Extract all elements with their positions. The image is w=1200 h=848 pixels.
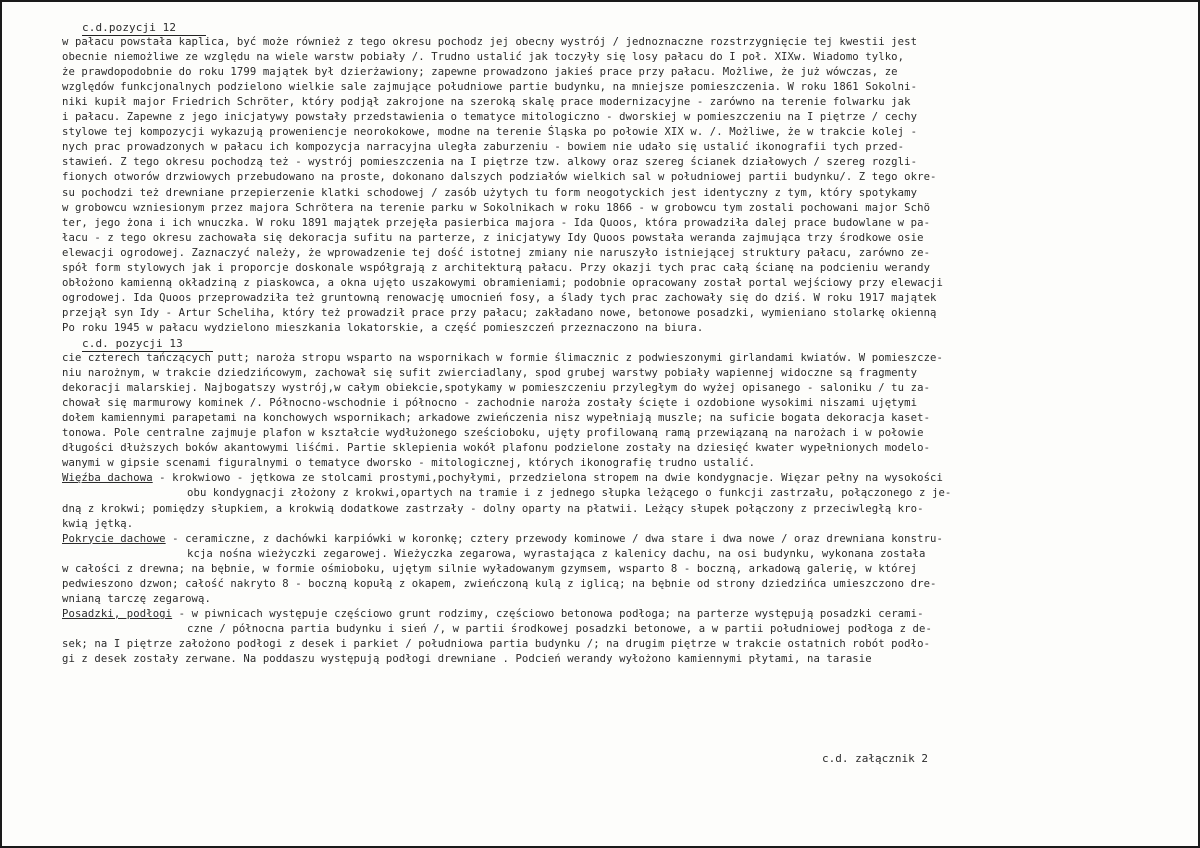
text-line: względów funkcjonalnych podzielono wielkie sale zajmujące południowe partie budynku, na mniejsze pomieszczenia. W roku 1861 Sokolni- bbox=[62, 81, 918, 94]
text-line: niki kupił major Friedrich Schröter, który podjął zakrojone na szeroką skalę prace modernizacyjne - zarówno na terenie folwarku jak bbox=[62, 96, 911, 109]
line-text: kcja nośna wieżyczki zegarowej. Wieżyczka zegarowa, wyrastająca z kalenicy dachu, na osi budynku, wykonana została bbox=[187, 547, 926, 560]
paragraph-interior bbox=[42, 351, 1162, 471]
paragraph-history bbox=[42, 35, 1162, 336]
text-line bbox=[42, 637, 1162, 652]
line-text: w całości z drewna; na bębnie, w formie ośmioboku, ujętym silnie wyładowanym gzymsem, wsparto 8 - boczną, arkadową galerię, w której bbox=[62, 562, 918, 575]
section-heading-13 bbox=[42, 336, 1162, 351]
text-line: długości dłuższych boków akantowymi liśćmi. Partie sklepienia wokół plafonu podzielone zostały na dziesięć kwater wypełnionych modelo- bbox=[62, 442, 931, 455]
text-line: obecnie niemożliwe ze względu na wiele warstw pobiały /. Trudno ustalić jak toczyły się losy pałacu do I poł. XIXw. Wiadomo tylko, bbox=[62, 51, 905, 64]
text-line: niu narożnym, w trakcie dziedzińcowym, zachował się sufit zwierciadlany, spod grubej warstwy pobiały wapiennej widoczne są fragmenty bbox=[62, 367, 918, 380]
section-label: Posadzki, podłogi bbox=[62, 607, 173, 620]
text-line: spół form stylowych jak i proporcje doskonale współgrają z architekturą pałacu. Przy okazji tych prac całą ścianę na podcieniu werandy bbox=[62, 261, 931, 274]
section-label: Więźba dachowa bbox=[62, 472, 153, 485]
text-line: su pochodzi też drewniane przepierzenie klatki schodowej / zasób użytych tu form neogotyckich jest identyczny z tym, który spotykamy bbox=[62, 186, 918, 199]
text-line bbox=[42, 592, 1162, 607]
line-text: gi z desek zostały zerwane. Na poddaszu występują podłogi drewniane . Podcień werandy wyłożono kamiennymi płytami, na tarasie bbox=[62, 652, 872, 665]
text-line: nych prac prowadzonych w pałacu ich kompozycja narracyjna uległa zaburzeniu - bowiem nie udało się ustalić ikonografii tych przed- bbox=[62, 141, 905, 154]
line-text: wnianą tarczę zegarową. bbox=[62, 592, 211, 605]
paragraph-roof-truss bbox=[42, 471, 1162, 531]
line-text: dną z krokwi; pomiędzy słupkiem, a krokwią dodatkowe zastrzały - dolny oparty na płatwii. Leżący słupek połączony z przeciwległą kro- bbox=[62, 502, 924, 515]
text-line: tonowa. Pole centralne zajmuje plafon w kształcie wydłużonego sześcioboku, ujęty profilowaną ramą przewiązaną na narożach i w połowie bbox=[62, 427, 924, 440]
text-line: elewacji ogrodowej. Zaznaczyć należy, że wprowadzenie tej dość istotnej zmiany nie naruszyło istniejącej struktury pałacu, zarówno ze- bbox=[62, 246, 931, 259]
text-line bbox=[42, 547, 1162, 562]
text-line bbox=[42, 517, 1162, 532]
line-text: pedwieszono dzwon; całość nakryto 8 - boczną kopułą z okapem, zwieńczoną kulą z iglicą; na bębnie od strony dziedzińca umieszczono dre- bbox=[62, 577, 937, 590]
text-line bbox=[42, 622, 1162, 637]
line-text: - w piwnicach występuje częściowo grunt rodzimy, częściowo betonowa podłoga; na parterze występują posadzki cerami- bbox=[172, 607, 924, 620]
text-line bbox=[42, 471, 1162, 486]
text-line: chował się marmurowy kominek /. Północno-wschodnie i północno - zachodnie naroża zostały ścięte i ozdobione wysokimi niszami ujętymi bbox=[62, 397, 918, 410]
document-body bbox=[42, 20, 1162, 667]
text-line: w pałacu powstała kaplica, być może również z tego okresu pochodz jej obecny wystrój / jednoznaczne rozstrzygnięcie tej kwestii jest bbox=[62, 36, 918, 49]
text-line bbox=[42, 532, 1162, 547]
heading-text: c.d.pozycji 12 bbox=[82, 20, 206, 36]
text-line: stylowe tej kompozycji wykazują proweniencje neorokokowe, modne na terenie Śląska po połowie XIX w. /. Możliwe, że w trakcie kolej - bbox=[62, 126, 918, 139]
line-text: kwią jętką. bbox=[62, 517, 134, 530]
line-text: sek; na I piętrze założono podłogi z desek i parkiet / południowa partia budynku /; na drugim piętrze w trakcie ostatnich robót podło- bbox=[62, 637, 931, 650]
text-line: i pałacu. Zapewne z jego inicjatywy powstały przedstawienia o tematyce mitologiczno - dworskiej w pomieszczeniu na I piętrze / cechy bbox=[62, 111, 918, 124]
text-line: ter, jego żona i ich wnuczka. W roku 1891 majątek przejęła pasierbica majora - Ida Quoos, która prowadziła dalej prace budowlane w pa- bbox=[62, 216, 931, 229]
text-line: fionych otworów drzwiowych przebudowano na proste, dokonano dalszych podziałów wielkich sal w południowej partii budynku/. Z tego okre- bbox=[62, 171, 937, 184]
paragraph-floors bbox=[42, 607, 1162, 667]
text-line: wanymi w gipsie scenami figuralnymi o tematyce dworsko - mitologicznej, których ikonografię trudno ustalić. bbox=[62, 457, 756, 470]
text-line: ogrodowej. Ida Quoos przeprowadziła też gruntowną renowację umocnień fosy, a ślady tych prac zachowały się do dziś. W roku 1917 majątek bbox=[62, 291, 937, 304]
text-line: cie czterech tańczących putt; narożа stropu wsparto na wspornikach w formie ślimacznic z podwieszonymi girlandami kwiatów. W pomieszcze- bbox=[62, 352, 944, 365]
text-line bbox=[42, 607, 1162, 622]
text-line: przejął syn Idy - Artur Scheliha, który też prowadził prace przy pałacu; zakładano nowe, betonowe posadzki, wymieniano stolarkę okienną bbox=[62, 306, 937, 319]
text-line: w grobowcu wzniesionym przez majora Schrötera na terenie parku w Sokolnikach w roku 1866 - w grobowcu tym zostali pochowani major Schö bbox=[62, 201, 931, 214]
line-text: - ceramiczne, z dachówki karpiówki w koronkę; cztery przewody kominowe / dwa stare i dwa nowe / oraz drewniana konstru- bbox=[165, 532, 944, 545]
line-text: czne / północna partia budynku i sień /, w partii środkowej posadzki betonowe, a w partii południowej podłoga z de- bbox=[187, 622, 932, 635]
line-text: - krokwiowo - jętkowa ze stolcami prostymi,pochyłymi, przedzielona stropem na dwie kondygnacje. Więzar pełny na wysokości bbox=[152, 472, 944, 485]
heading-text: c.d. pozycji 13 bbox=[82, 336, 213, 352]
text-line: Po roku 1945 w pałacu wydzielono mieszkania lokatorskie, a część pomieszczeń przeznaczono na biura. bbox=[62, 321, 704, 334]
text-line bbox=[42, 652, 1162, 667]
section-heading-12 bbox=[42, 20, 1162, 35]
text-line bbox=[42, 562, 1162, 577]
text-line: że prawdopodobnie do roku 1799 majątek był dzierżawiony; zapewne prowadzono jakieś prace przy pałacu. Możliwe, że już wówczas, ze bbox=[62, 66, 898, 79]
text-line bbox=[42, 502, 1162, 517]
signature-note: c.d. załącznik 2 bbox=[822, 752, 928, 765]
text-line: obłożono kamienną okładziną z piaskowca, a okna ujęto uszakowymi obramieniami; podobnie opracowany został portal wejściowy przy elewacji bbox=[62, 276, 944, 289]
text-line: dekoracji malarskiej. Najbogatszy wystrój,w całym obiekcie,spotykamy w pomieszczeniu przyległym do wyżej opisanego - saloniku / tu za- bbox=[62, 382, 931, 395]
paragraph-roof-covering bbox=[42, 532, 1162, 607]
section-label: Pokrycie dachowe bbox=[62, 532, 166, 545]
text-line bbox=[42, 577, 1162, 592]
text-line: stawień. Z tego okresu pochodzą też - wystrój pomieszczenia na I piętrze tzw. alkowy oraz szereg ścianek działowych / szereg rozgli- bbox=[62, 156, 918, 169]
text-line bbox=[42, 486, 1162, 501]
line-text: obu kondygnacji złożony z krokwi,opartych na tramie i z jednego słupka leżącego o funkcji zastrzału, połączonego z je- bbox=[187, 487, 952, 500]
text-line: dołem kamiennymi parapetami na konchowych wspornikach; arkadowe zwieńczenia nisz wypełniają muszle; na suficie bogata dekoracja kaset- bbox=[62, 412, 931, 425]
text-line: łacu - z tego okresu zachowała się dekoracja sufitu na parterze, z inicjatywy Idy Quoos powstała weranda zajmująca trzy środkowe osie bbox=[62, 231, 924, 244]
